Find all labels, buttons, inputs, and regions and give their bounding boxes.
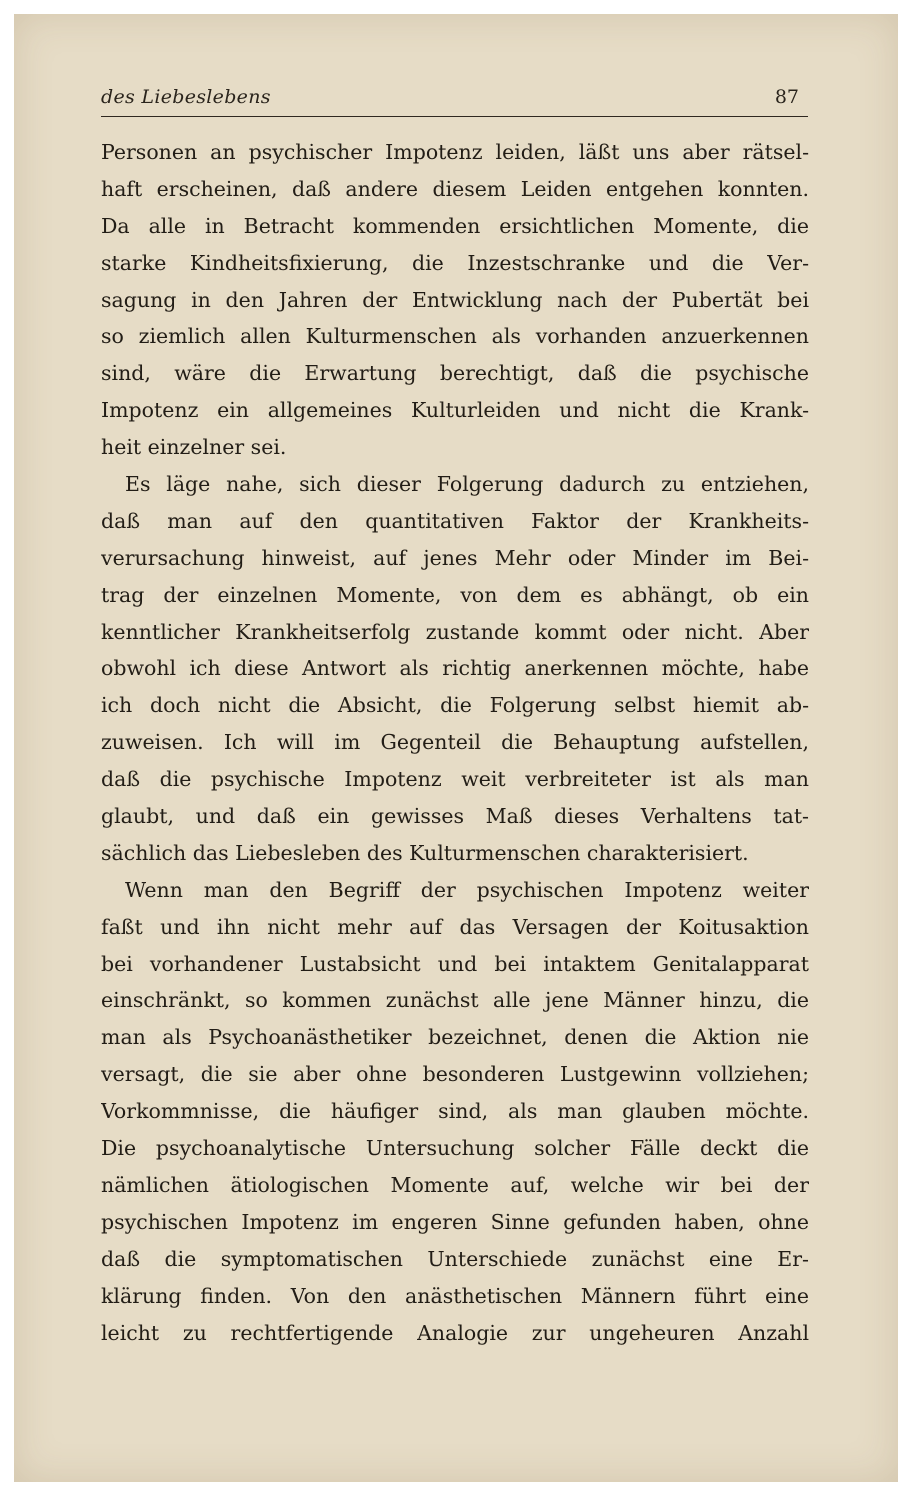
running-head-title: des Liebeslebens: [101, 86, 271, 108]
text-line: ich doch nicht die Absicht, die Folgerung selbst hiemit ab-: [101, 693, 809, 718]
text-line: Impotenz ein allgemeines Kulturleiden und nicht die Krank-: [101, 398, 809, 423]
text-line: Da alle in Betracht kommenden ersichtlichen Momente, die: [101, 213, 809, 238]
body-text: [101, 134, 809, 1351]
text-line: Vorkommnisse, die häufiger sind, als man glauben möchte.: [101, 1099, 809, 1124]
text-line: starke Kindheitsfixierung, die Inzestschranke und die Ver-: [101, 250, 809, 275]
text-line: bei vorhandener Lustabsicht und bei intaktem Genitalapparat: [101, 951, 809, 976]
page-number: 87: [774, 86, 799, 108]
text-line: sagung in den Jahren der Entwicklung nach der Pubertät bei: [101, 287, 809, 312]
text-line: sind, wäre die Erwartung berechtigt, daß die psychische: [101, 361, 809, 386]
text-line: faßt und ihn nicht mehr auf das Versagen der Koitusaktion: [101, 914, 809, 939]
running-head: [101, 84, 801, 116]
text-line: psychischen Impotenz im engeren Sinne gefunden haben, ohne: [101, 1209, 809, 1234]
text-line: daß man auf den quantitativen Faktor der Krankheits-: [101, 508, 809, 533]
text-line: daß die symptomatischen Unterschiede zunächst eine Er-: [101, 1246, 809, 1271]
text-line: verursachung hinweist, auf jenes Mehr oder Minder im Bei-: [101, 545, 809, 570]
book-page: [14, 14, 898, 1482]
text-line: daß die psychische Impotenz weit verbreiteter ist als man: [101, 767, 809, 792]
text-line: zuweisen. Ich will im Gegenteil die Behauptung aufstellen,: [101, 730, 809, 755]
text-line: leicht zu rechtfertigende Analogie zur ungeheuren Anzahl: [101, 1320, 809, 1345]
text-line: Die psychoanalytische Untersuchung solcher Fälle deckt die: [101, 1136, 809, 1161]
text-line: sächlich das Liebesleben des Kulturmenschen charakterisiert.: [101, 840, 749, 865]
text-line: so ziemlich allen Kulturmenschen als vorhanden anzuerkennen: [101, 324, 809, 349]
text-line: nämlichen ätiologischen Momente auf, welche wir bei der: [101, 1172, 809, 1197]
text-line: glaubt, und daß ein gewisses Maß dieses Verhaltens tat-: [101, 804, 809, 829]
text-line: trag der einzelnen Momente, von dem es abhängt, ob ein: [101, 582, 809, 607]
text-line: einschränkt, so kommen zunächst alle jene Männer hinzu, die: [101, 988, 809, 1013]
text-line: Personen an psychischer Impotenz leiden, läßt uns aber rätsel-: [101, 140, 809, 164]
header-rule: [101, 116, 808, 117]
text-line: kenntlicher Krankheitserfolg zustande kommt oder nicht. Aber: [101, 619, 809, 644]
text-line: Wenn man den Begriff der psychischen Impotenz weiter: [125, 877, 809, 902]
text-line: heit einzelner sei.: [101, 435, 287, 460]
text-line: man als Psychoanästhetiker bezeichnet, denen die Aktion nie: [101, 1025, 809, 1050]
text-line: klärung finden. Von den anästhetischen Männern führt eine: [101, 1283, 809, 1308]
text-line: haft erscheinen, daß andere diesem Leiden entgehen konnten.: [101, 176, 809, 201]
text-line: obwohl ich diese Antwort als richtig anerkennen möchte, habe: [101, 656, 809, 681]
text-line: versagt, die sie aber ohne besonderen Lustgewinn vollziehen;: [101, 1062, 809, 1087]
text-line: Es läge nahe, sich dieser Folgerung dadurch zu entziehen,: [125, 472, 809, 497]
